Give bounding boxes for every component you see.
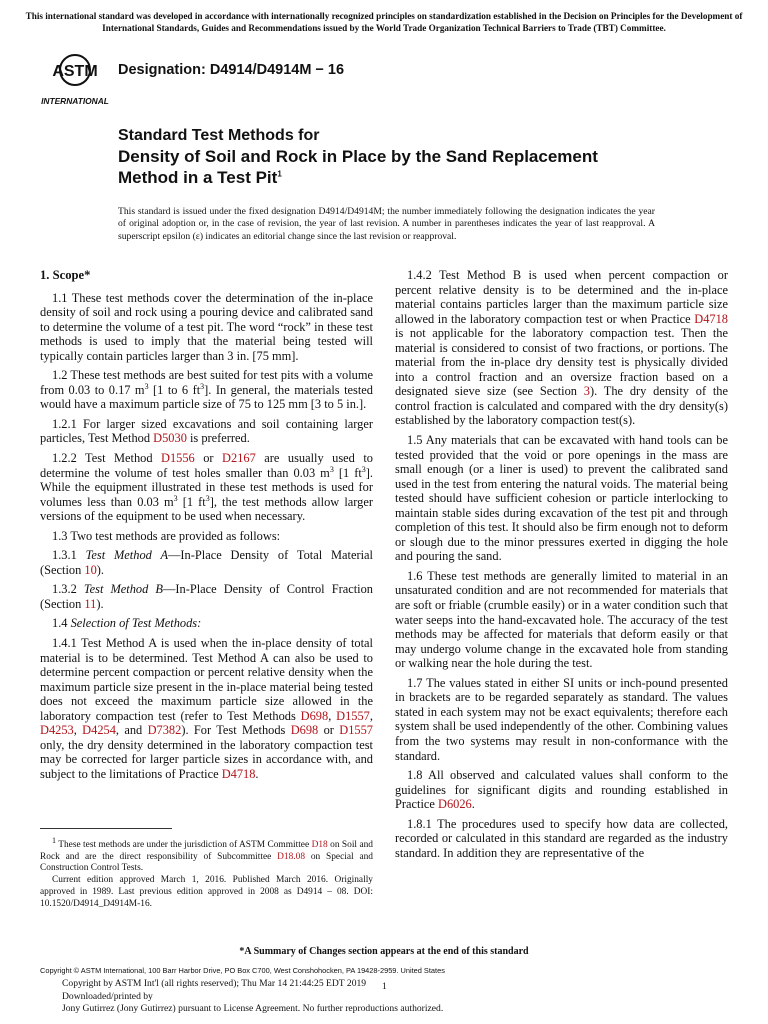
para-1-2-2: 1.2.2 Test Method D1556 or D2167 are usually used to determine the volume of test holes smaller than 0.03 $m^3$ [1 $ft^3$]. While the equipment illustrated in these test methods is used for volumes less than 0.03 $m^3$ [1 $ft^3$], the test methods allow larger versions of the equipment to be used when necessary.: [40, 451, 373, 524]
copyright-line: Copyright © ASTM International, 100 Barr Harbor Drive, PO Box C700, West Conshohocken, PA 19428-2959. United States: [40, 966, 445, 975]
committee-link-d18[interactable]: D18: [311, 840, 328, 850]
title-footnote-mark: 1: [277, 169, 282, 179]
ref-link-d1557[interactable]: D1557: [336, 708, 370, 723]
download-line-3: Jony Gutirrez (Jony Gutirrez) pursuant to License Agreement. No further reproductions authorized.: [62, 1003, 444, 1014]
para-1-1: 1.1 These test methods cover the determination of the in-place density of soil and rock using a pouring device and calibrated sand to determine the volume of a test pit. The word “rock” in these test methods is used to imply that the material being tested will typically contain particles larger than 3 in. [75 mm].: [40, 290, 373, 363]
para-1-5: 1.5 Any materials that can be excavated with hand tools can be tested provided that the void or pore openings in the mass are small enough (or a liner is used) to prevent the calibrated sand used in the test from entering the natural voids. The material being tested should have sufficient cohesion or particle interlocking to maintain stable sides during excavation of the test pit and through completion of this test. It should also be firm enough not to deform or slough due to the minor pressures exerted in digging the hole and pouring the sand.: [395, 433, 728, 564]
logo-text: ASTM: [52, 63, 98, 80]
para-1-6: 1.6 These test methods are generally limited to material in an unsaturated condition and are not recommended for materials that are soft or friable (crumble easily) or in a water condition such that water seeps into the hand-excavated hole. The accuracy of the test methods may be affected for materials that deform easily or that may undergo volume change in the excavated hole from standing or walking near the hole during the test.: [395, 568, 728, 671]
astm-logo: [36, 48, 114, 108]
title-line-1: Standard Test Methods for: [118, 127, 320, 144]
title-line-2: Density of Soil and Rock in Place by the Sand Replacement: [118, 147, 598, 166]
footnote-edition: Current edition approved March 1, 2016. Published March 2016. Originally approved in 1989. Last previous edition approved in 2008 as D4914 – 08. DOI: 10.1520/D4914_D4914M-16.: [40, 875, 373, 909]
international-standard-notice: This international standard was developed in accordance with internationally recognized principles on standardization established in the Decision on Principles for the Development of International Standards, Guides and Recommendations issued by the World Trade Organization Technical Barriers to Trade (TBT) Committee.: [25, 11, 743, 33]
ref-link-d1557-2[interactable]: D1557: [339, 723, 373, 738]
download-line-1: Copyright by ASTM Int'l (all rights reserved); Thu Mar 14 21:44:25 EDT 2019: [62, 978, 367, 989]
para-1-4-2: 1.4.2 Test Method B is used when percent compaction or percent relative density is to be determined and the in-place material contains particles larger than the maximum particle size allowed in the laboratory compaction test or when Practice D4718 is not applicable for the laboratory compaction test. Then the material is considered to consist of two fractions, or portions. The material from the in-place dry density test is physically divided into a control fraction and an oversize fraction based on a designated sieve size (see Section 3). The dry density of the control fraction is calculated and compared with the dry density(s) established by the laboratory compaction test(s).: [395, 268, 728, 428]
download-line-2: Downloaded/printed by: [62, 990, 153, 1002]
right-column: [395, 268, 728, 865]
designation: Designation: D4914/D4914M − 16: [118, 62, 345, 78]
para-1-4: 1.4 Selection of Test Methods:: [52, 616, 202, 631]
para-1-3-1: 1.3.1 Test Method A—In-Place Density of Total Material (Section 10).: [40, 548, 373, 577]
para-1-7: 1.7 The values stated in either SI units or inch-pound presented in brackets are to be regarded separately as standard. The values stated in each system may not be exact equivalents; therefore each system shall be used independently of the other. Combining values from the two systems may result in non-conformance with the standard.: [395, 675, 728, 763]
section-link-11[interactable]: 11: [84, 596, 97, 611]
ref-link-d4254[interactable]: D4254: [82, 723, 116, 738]
para-1-3-2: 1.3.2 Test Method B—In-Place Density of Control Fraction (Section 11).: [40, 582, 373, 611]
title-line-3: [118, 167, 738, 188]
title-block: [118, 126, 738, 188]
logo-sub: INTERNATIONAL: [41, 96, 109, 106]
section-link-3[interactable]: 3: [583, 384, 590, 399]
para-1-8-1: 1.8.1 The procedures used to specify how data are collected, recorded or calculated in this standard are regarded as the industry standard. In addition they are representative of the: [395, 816, 728, 860]
ref-link-d698[interactable]: D698: [300, 708, 329, 723]
para-1-2-1: 1.2.1 For larger sized excavations and soil containing larger particles, Test Method D5030 is preferred.: [40, 416, 373, 446]
footnote-1: $^1$ These test methods are under the jurisdiction of ASTM Committee D18 on Soil and Rock and are the direct responsibility of Subcommittee D18.08 on Special and Construction Control Tests.: [40, 835, 373, 874]
section-link-10[interactable]: 10: [84, 562, 97, 577]
footnote-divider: [40, 828, 172, 829]
left-column: [40, 268, 373, 787]
page-number: 1: [382, 981, 387, 992]
ref-link-d6026[interactable]: D6026: [438, 797, 472, 812]
title-line-3-text: Method in a Test Pit: [118, 168, 278, 187]
ref-link-d4718-2[interactable]: D4718: [694, 311, 728, 326]
standard-issue-note: This standard is issued under the fixed designation D4914/D4914M; the number immediately following the designation indicates the year of original adoption or, in the case of revision, the year of last revision. A number in parentheses indicates the year of last reapproval. A superscript epsilon (ε) indicates an editorial change since the last revision or reapproval.: [118, 206, 655, 242]
scope-heading: 1. Scope*: [40, 268, 91, 282]
summary-of-changes-note: *A Summary of Changes section appears at the end of this standard: [239, 946, 529, 957]
ref-link-d698-2[interactable]: D698: [290, 723, 319, 738]
subcommittee-link-d18-08[interactable]: D18.08: [277, 851, 306, 862]
ref-link-d7382[interactable]: D7382: [147, 723, 182, 738]
ref-link-d4718[interactable]: D4718: [221, 766, 256, 781]
ref-link-d5030[interactable]: D5030: [153, 431, 187, 446]
footnote: [40, 835, 373, 910]
ref-link-d4253[interactable]: D4253: [40, 723, 74, 738]
para-1-8: 1.8 All observed and calculated values shall conform to the guidelines for significant digits and rounding established in Practice D6026.: [395, 768, 728, 812]
ref-link-d1556[interactable]: D1556: [161, 451, 195, 466]
para-1-3: 1.3 Two test methods are provided as follows:: [52, 528, 281, 543]
para-1-2: 1.2 These test methods are best suited for test pits with a volume from 0.03 to 0.17 $m^3$ [1 to 6 $ft^3$]. In general, the materials tested would have a maximum particle size of 75 to 125 mm [3 to 5 in.].: [40, 368, 373, 412]
para-1-4-1: 1.4.1 Test Method A is used when the in-place density of total material is to be determined. Test Method A can also be used to determine percent compaction or percent relative density when the maximum particle size present in the in-place material being tested does not exceed the maximum particle size allowed in the laboratory compaction test (refer to Test Methods D698, D1557, D4253, D4254, and D7382). For Test Methods D698 or D1557 only, the dry density determined in the laboratory compaction test may be corrected for larger particle sizes in accordance with, and subject to the limitations of Practice D4718.: [40, 636, 373, 781]
ref-link-d2167[interactable]: D2167: [222, 451, 256, 466]
